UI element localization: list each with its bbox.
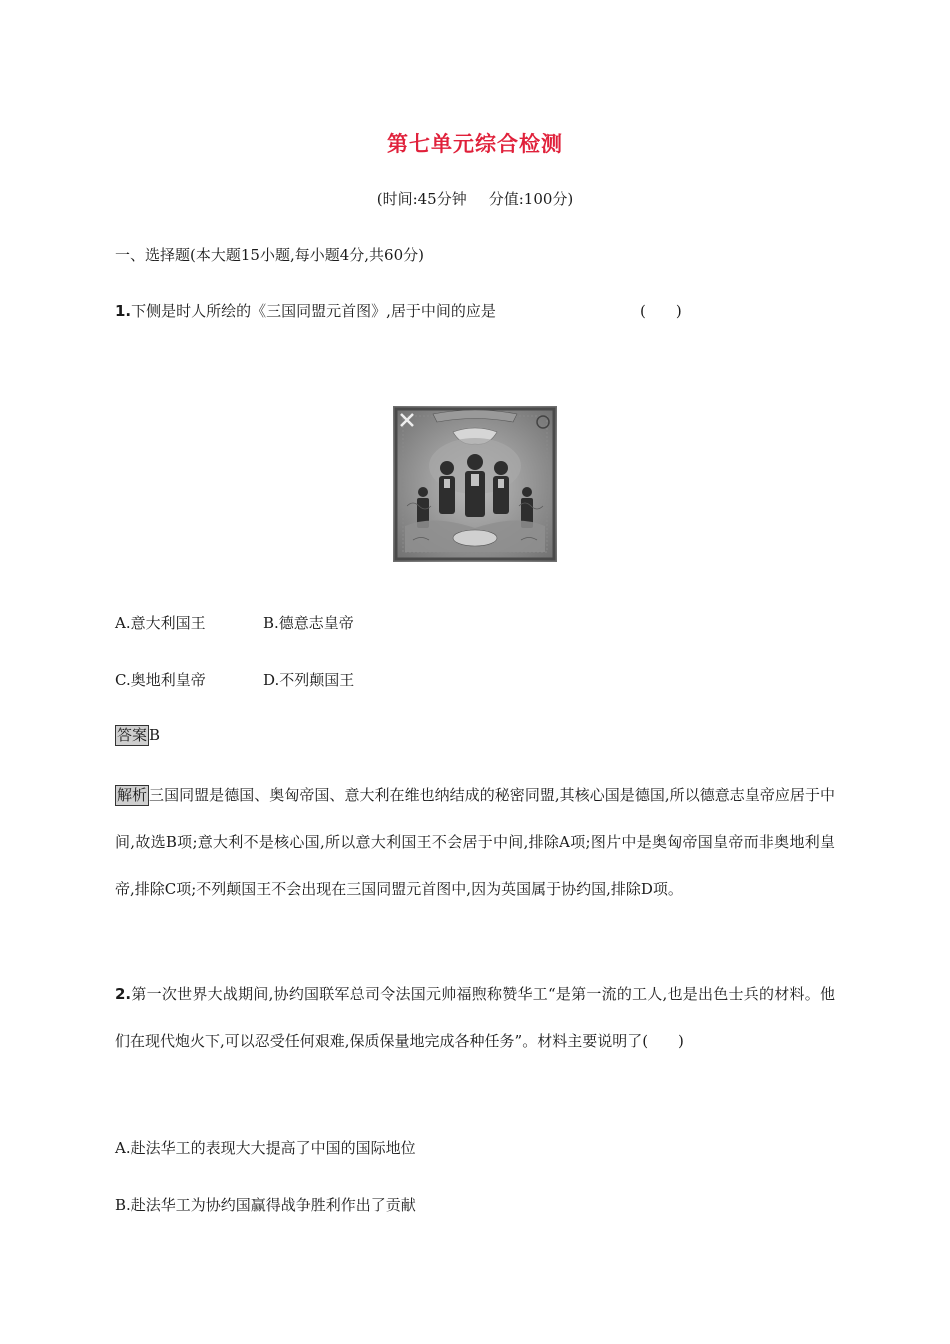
question-1-stem — [115, 300, 496, 321]
question-1-text: 下侧是时人所绘的《三国同盟元首图》,居于中间的应是 — [131, 302, 496, 320]
question-1-option-row-2 — [115, 669, 355, 690]
exam-time: (时间:45分钟 — [376, 190, 467, 208]
question-1-answer — [115, 725, 160, 746]
exam-meta — [0, 188, 950, 209]
section-heading: 一、选择题(本大题15小题,每小题4分,共60分) — [115, 246, 424, 264]
question-2-option-a: A.赴法华工的表现大大提高了中国的国际地位 — [115, 1139, 416, 1157]
question-2-stem — [115, 971, 835, 1065]
exam-score: 分值:100分) — [488, 190, 574, 208]
question-1-option-row-1 — [115, 612, 354, 633]
question-1-option-a: A.意大利国王 — [115, 614, 206, 632]
page-title: 第七单元综合检测 — [387, 132, 563, 156]
analysis-tag: 解析 — [117, 786, 148, 804]
question-1-option-b: B.德意志皇帝 — [263, 614, 354, 632]
question-2-option-b: B.赴法华工为协约国赢得战争胜利作出了贡献 — [115, 1196, 416, 1214]
triple-alliance-portrait-image — [393, 406, 557, 562]
answer-tag: 答案 — [117, 726, 148, 744]
question-1-option-c: C.奥地利皇帝 — [115, 671, 206, 689]
question-1-analysis-text: 三国同盟是德国、奥匈帝国、意大利在维也纳结成的秘密同盟,其核心国是德国,所以德意志皇帝应居于中间,故选B项;意大利不是核心国,所以意大利国王不会居于中间,排除A项;图片中是奥匈帝国皇帝而非奥地利皇帝,排除C项;不列颠国王不会出现在三国同盟元首图中,因为英国属于协约国,排除D项。 — [115, 786, 835, 898]
question-2-number: 2. — [115, 985, 132, 1003]
question-1-answer-blank: ( ) — [640, 302, 682, 320]
question-1-number: 1. — [115, 302, 132, 320]
question-1-answer-value: B — [149, 726, 161, 744]
question-1-analysis — [115, 772, 835, 913]
question-2-text: 第一次世界大战期间,协约国联军总司令法国元帅福煦称赞华工“是第一流的工人,也是出色士兵的材料。他们在现代炮火下,可以忍受任何艰难,保质保量地完成各种任务”。材料主要说明了( ) — [115, 985, 835, 1050]
question-1-option-d: D.不列颠国王 — [263, 671, 355, 689]
